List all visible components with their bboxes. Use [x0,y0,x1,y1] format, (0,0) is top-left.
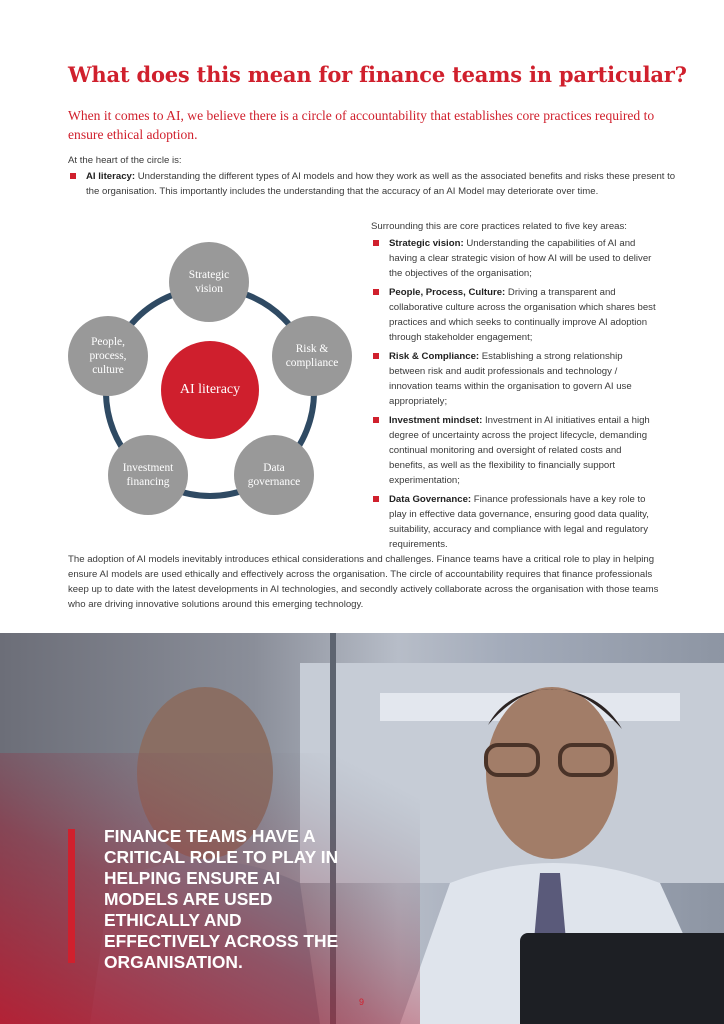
quote-accent-bar [68,829,75,963]
practice-item [371,492,659,552]
pull-quote: FINANCE TEAMS HAVE A CRITICAL ROLE TO PLAY IN HELPING ENSURE AI MODELS ARE USED ETHICALLY AND EFFECTIVELY ACROSS THE ORGANISATION. [104,826,339,972]
practice-text: Driving a transparent and collaborative culture across the organisation which shares best practices and which seeks to continually improve AI adoption through stakeholder engagement; [389,287,656,343]
heart-lead: At the heart of the circle is: [68,155,182,166]
node-people-process-culture: People, process, culture [68,316,148,396]
tablet-device [520,933,724,1024]
node-ai-literacy: AI literacy [161,341,259,439]
node-strategic-vision: Strategic vision [169,242,249,322]
practice-text: Establishing a strong relationship between risk and audit professionals and technology / innovation teams within the organisation to govern AI use appropriately; [389,351,632,407]
ai-literacy-bullet [68,169,676,199]
node-risk-compliance: Risk & compliance [272,316,352,396]
practice-text: Investment in AI initiatives entail a high degree of uncertainty across the project lifecycle, demanding continual monitoring and oversight of related costs and benefits, as well as the flexibility to financially support experimentation; [389,415,650,486]
practices-column [371,219,659,556]
practice-term: Risk & Compliance: [389,351,480,362]
practices-lead: Surrounding this are core practices related to five key areas: [371,221,627,232]
page-title: What does this mean for finance teams in particular? [68,62,687,87]
practice-text: Understanding the capabilities of AI and having a clear strategic vision of how AI will be used to deliver the objectives of the organisation; [389,238,652,279]
page-number: 9 [359,997,365,1007]
practice-term: Data Governance: [389,494,472,505]
bullet-text: Understanding the different types of AI models and how they work as well as the associated benefits and risks these present to the organisation. This importantly includes the understanding that the accuracy of an AI Model may deteriorate over time. [86,171,676,197]
intro-paragraph: When it comes to AI, we believe there is a circle of accountability that establishes core practices required to ensure ethical adoption. [68,108,655,142]
bullet-term: AI literacy: [86,171,136,182]
practice-term: People, Process, Culture: [389,287,506,298]
closing-paragraph: The adoption of AI models inevitably introduces ethical considerations and challenges. Finance teams have a critical role to play in helping ensure AI models are used ethically and effectively across the organisation. The circle of accountability requires that finance professionals keep up to date with the latest developments in AI technologies, and secondly actively collaborate across the organisation with those teams who are driving innovative solutions around this emerging technology. [68,554,659,610]
practice-term: Investment mindset: [389,415,483,426]
practice-item [371,236,659,281]
accountability-circle-diagram [62,238,362,518]
practice-text: Finance professionals have a key role to play in effective data governance, ensuring good data quality, suitability, accuracy and compliance with legal and regulatory requirements. [389,494,649,550]
practice-item [371,413,659,488]
node-investment-financing: Investment financing [108,435,188,515]
practice-item [371,349,659,409]
practice-item [371,285,659,345]
node-data-governance: Data governance [234,435,314,515]
practice-term: Strategic vision: [389,238,464,249]
